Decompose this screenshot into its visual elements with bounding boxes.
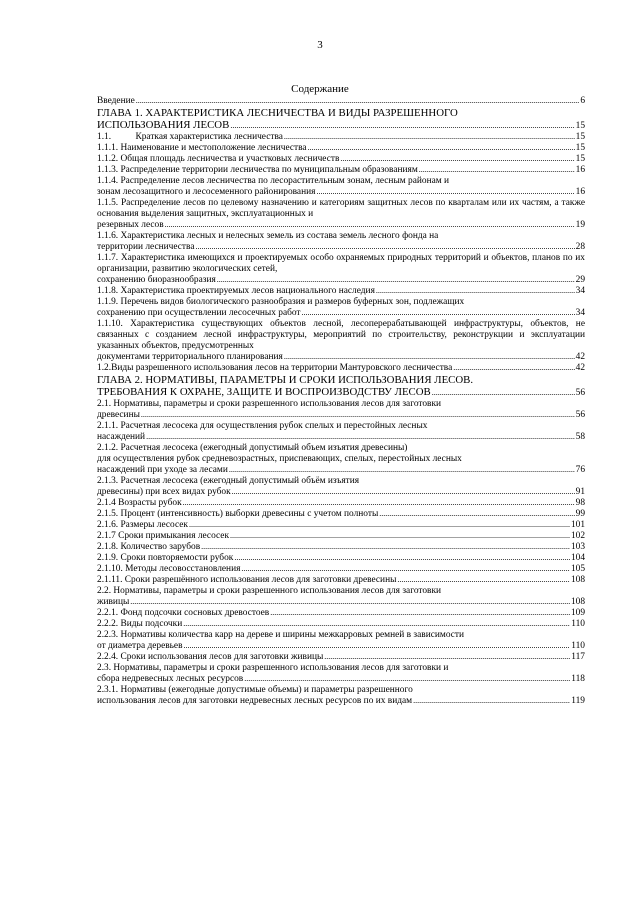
dot-leader	[241, 565, 570, 573]
toc-entry[interactable]	[97, 286, 585, 297]
toc-page-number: 15	[575, 132, 585, 142]
toc-entry[interactable]	[97, 297, 585, 319]
toc-page-number: 34	[575, 308, 585, 318]
toc-entry-text: 2.1.9. Сроки повторяемости рубок	[97, 553, 234, 563]
toc-page-number: 16	[575, 165, 585, 175]
toc-entry-text: 1.2.Виды разрешенного использования лесов на территории Мантуровского лесничества	[97, 363, 453, 373]
toc-page-number: 119	[571, 696, 585, 706]
toc-entry-text: от диаметра деревьев	[97, 641, 183, 651]
toc-title: Содержание	[291, 83, 349, 95]
toc-entry-text: 2.1.4 Возрасты рубок	[97, 498, 182, 508]
toc-entry-text: 2.1. Нормативы, параметры и сроки разрешенного использования лесов для заготовки	[97, 399, 442, 409]
dot-leader	[183, 499, 575, 507]
dot-leader	[201, 543, 570, 551]
toc-entry-text: 2.2.4. Сроки использования лесов для заготовки живицы	[97, 652, 324, 662]
toc-page-number: 110	[571, 619, 585, 629]
dot-leader	[184, 642, 571, 650]
dot-leader	[217, 276, 575, 284]
toc-page-number: 58	[575, 432, 585, 442]
toc-entry[interactable]	[97, 253, 585, 286]
dot-leader	[432, 389, 575, 397]
toc-entry-text: 2.3. Нормативы, параметры и сроки разрешенного использования лесов для заготовки и	[97, 663, 449, 673]
toc-entry[interactable]	[97, 165, 585, 176]
toc-page-number: 56	[575, 388, 585, 398]
toc-page-number: 16	[575, 187, 585, 197]
toc-entry-text: живицы	[97, 597, 130, 607]
toc-page-number: 34	[575, 286, 585, 296]
dot-leader	[376, 287, 575, 295]
toc-entry[interactable]	[97, 630, 585, 652]
dot-leader	[270, 609, 570, 617]
toc-entry-text: 2.2.1. Фонд подсочки сосновых древостоев	[97, 608, 270, 618]
toc-entry-text: 1.1.3. Распределение территории лесничества по муниципальным образованиям	[97, 165, 418, 175]
dot-leader	[165, 221, 575, 229]
toc-entry-text: 2.1.2. Расчетная лесосека (ежегодный допустимый объем изъятия древесины) для осуществления рубок средневозрастных, приспевающих, спелых, перестойных лесных	[97, 443, 462, 464]
toc-entry-text: 2.2.3. Нормативы количества карр на дереве и ширины межкарровых ремней в зависимости	[97, 630, 465, 640]
toc-entry[interactable]	[97, 685, 585, 707]
toc-page-number: 42	[575, 352, 585, 362]
toc-page-number: 110	[571, 641, 585, 651]
toc-entry-text: ГЛАВА 2. НОРМАТИВЫ, ПАРАМЕТРЫ И СРОКИ ИСПОЛЬЗОВАНИЯ ЛЕСОВ.	[97, 374, 474, 386]
toc-entry[interactable]	[97, 520, 585, 531]
toc-entry[interactable]	[97, 586, 585, 608]
toc-entry-text: территории лесничества	[97, 242, 195, 252]
dot-leader	[230, 532, 570, 540]
toc-page-number: 91	[575, 487, 585, 497]
toc-page-number: 117	[571, 652, 585, 662]
toc-entry-text: 1.1.7. Характеристика имеющихся и проектируемых особо охраняемых природных территорий и объектов, планов по их организации, развитию экологических сетей,	[97, 253, 585, 274]
toc-entry[interactable]	[97, 374, 585, 399]
toc-page-number: 56	[575, 410, 585, 420]
dot-leader	[316, 188, 574, 196]
toc-entry-text: 2.1.8. Количество зарубов	[97, 542, 201, 552]
toc-entry[interactable]	[97, 399, 585, 421]
toc-entry[interactable]	[97, 608, 585, 619]
toc-entry[interactable]	[97, 663, 585, 685]
dot-leader	[453, 364, 574, 372]
dot-leader	[379, 510, 574, 518]
dot-leader	[195, 243, 574, 251]
toc-entry-text: 2.1.3. Расчетная лесосека (ежегодный допустимый объём изъятия	[97, 476, 360, 486]
page-number: 3	[317, 39, 323, 51]
toc-entry-text: документами территориального планирования	[97, 352, 283, 362]
toc-entry[interactable]	[97, 154, 585, 165]
toc-entry-text: 1.1.8. Характеристика проектируемых лесов национального наследия	[97, 286, 375, 296]
toc-entry-text: 1.1.4. Распределение лесов лесничества по лесорастительным зонам, лесным районам и	[97, 176, 450, 186]
toc-page-number: 15	[575, 121, 585, 131]
toc-entry[interactable]	[97, 498, 585, 509]
toc-page-number: 29	[575, 275, 585, 285]
dot-leader	[284, 353, 575, 361]
toc-page-number: 103	[570, 542, 585, 552]
dot-leader	[340, 155, 574, 163]
toc-entry[interactable]	[97, 652, 585, 663]
toc-entry[interactable]	[97, 553, 585, 564]
toc-entry-text: 2.1.5. Процент (интенсивность) выборки древесины с учетом полноты	[97, 509, 379, 519]
dot-leader	[229, 466, 575, 474]
toc-entry-text: Введение	[97, 96, 135, 106]
toc-entry-text: 1.1.6. Характеристика лесных и нелесных земель из состава земель лесного фонда на	[97, 231, 439, 241]
toc-entry[interactable]	[97, 143, 585, 154]
toc-entry[interactable]	[97, 198, 585, 231]
table-of-contents	[97, 96, 585, 707]
toc-entry-text: 1.1.9. Перечень видов биологического разнообразия и размеров буферных зон, подлежащих	[97, 297, 465, 307]
dot-leader	[397, 576, 570, 584]
toc-entry-text: сбора недревесных лесных ресурсов	[97, 674, 244, 684]
toc-page-number: 105	[570, 564, 585, 574]
toc-entry[interactable]	[97, 509, 585, 520]
toc-entry-text: насаждений	[97, 432, 146, 442]
toc-entry[interactable]	[97, 176, 585, 198]
toc-entry-text: 1.1.10. Характеристика существующих объектов лесной, лесоперерабатывающей инфраструктуры, объектов, не связанных с созданием лесной инфраструктуры, мероприятий по строительству, реконструкции и эксплуатации указанных объектов, предусмотренных	[97, 319, 585, 351]
toc-entry-text: Краткая характеристика лесничества	[135, 132, 283, 142]
toc-entry-text: 2.1.11. Сроки разрешённого использования лесов для заготовки древесины	[97, 575, 397, 585]
toc-page-number: 28	[575, 242, 585, 252]
dot-leader	[308, 144, 575, 152]
dot-leader	[284, 133, 575, 141]
toc-entry-text: 1.1.1. Наименование и местоположение лесничества	[97, 143, 307, 153]
dot-leader	[136, 97, 580, 105]
toc-entry[interactable]	[97, 421, 585, 443]
toc-entry[interactable]	[97, 531, 585, 542]
toc-page-number: 102	[570, 531, 585, 541]
dot-leader	[234, 554, 570, 562]
toc-page-number: 101	[570, 520, 585, 530]
toc-entry[interactable]	[97, 319, 585, 363]
toc-entry[interactable]	[97, 107, 585, 132]
dot-leader	[141, 411, 575, 419]
toc-entry[interactable]	[97, 542, 585, 553]
toc-entry-text: 2.1.6. Размеры лесосек	[97, 520, 188, 530]
toc-entry-text: 2.3.1. Нормативы (ежегодные допустимые объемы) и параметры разрешенного	[97, 685, 413, 695]
dot-leader	[324, 653, 570, 661]
toc-page-number: 15	[575, 154, 585, 164]
toc-page-number: 98	[575, 498, 585, 508]
toc-entry-text: 2.1.1. Расчетная лесосека для осуществления рубок спелых и перестойных лесных	[97, 421, 428, 431]
dot-leader	[413, 697, 570, 705]
toc-entry-text: сохранению при осуществлении лесосечных работ	[97, 308, 301, 318]
toc-page-number: 108	[570, 575, 585, 585]
toc-page-number: 15	[575, 143, 585, 153]
toc-entry[interactable]	[97, 619, 585, 630]
toc-page-number: 109	[570, 608, 585, 618]
dot-leader	[183, 620, 570, 628]
toc-entry[interactable]	[97, 363, 585, 374]
toc-page-number: 6	[580, 96, 585, 106]
toc-page-number: 104	[570, 553, 585, 563]
dot-leader	[302, 309, 575, 317]
toc-page-number: 19	[575, 220, 585, 230]
toc-page-number: 118	[571, 674, 585, 684]
toc-page-number: 42	[575, 363, 585, 373]
toc-entry-text: 1.1.2. Общая площадь лесничества и участковых лесничеств	[97, 154, 340, 164]
toc-page-number: 99	[575, 509, 585, 519]
toc-page-number: 76	[575, 465, 585, 475]
dot-leader	[230, 122, 574, 130]
dot-leader	[419, 166, 575, 174]
toc-entry-text: резервных лесов	[97, 220, 164, 230]
toc-entry[interactable]	[97, 132, 585, 143]
toc-entry-text: сохранению биоразнообразия	[97, 275, 216, 285]
toc-entry-text: 2.2.2. Виды подсочки	[97, 619, 183, 629]
toc-entry-text: ТРЕБОВАНИЯ К ОХРАНЕ, ЗАЩИТЕ И ВОСПРОИЗВОДСТВУ ЛЕСОВ	[97, 386, 431, 398]
dot-leader	[244, 675, 570, 683]
toc-entry-text: использования лесов для заготовки недревесных лесных ресурсов по их видам	[97, 696, 413, 706]
toc-entry[interactable]	[97, 476, 585, 498]
toc-entry[interactable]	[97, 575, 585, 586]
toc-entry-text: 2.2. Нормативы, параметры и сроки разрешенного использования лесов для заготовки	[97, 586, 442, 596]
toc-entry-text: 1.1.5. Распределение лесов по целевому назначению и категориям защитных лесов по кварталам или их частям, а также основания выделения защитных, эксплуатационных и	[97, 198, 585, 219]
toc-entry-text: ИСПОЛЬЗОВАНИЯ ЛЕСОВ	[97, 119, 230, 131]
dot-leader	[189, 521, 570, 529]
toc-entry-text: древесины	[97, 410, 140, 420]
toc-entry-text: древесины) при всех видах рубок	[97, 487, 231, 497]
dot-leader	[146, 433, 575, 441]
dot-leader	[232, 488, 575, 496]
toc-entry-text: зонам лесозащитного и лесосеменного районирования	[97, 187, 316, 197]
toc-entry[interactable]	[97, 564, 585, 575]
dot-leader	[130, 598, 570, 606]
toc-entry-text: 2.1.10. Методы лесовосстановления	[97, 564, 241, 574]
toc-entry[interactable]	[97, 443, 585, 476]
toc-entry-text: 1.1.	[97, 132, 112, 142]
toc-entry-text: ГЛАВА 1. ХАРАКТЕРИСТИКА ЛЕСНИЧЕСТВА И ВИДЫ РАЗРЕШЕННОГО	[97, 107, 458, 119]
toc-entry-text: насаждений при уходе за лесами	[97, 465, 228, 475]
toc-entry[interactable]	[97, 231, 585, 253]
toc-entry-text: 2.1.7 Сроки примыкания лесосек	[97, 531, 230, 541]
toc-entry[interactable]	[97, 96, 585, 107]
toc-page-number: 108	[570, 597, 585, 607]
